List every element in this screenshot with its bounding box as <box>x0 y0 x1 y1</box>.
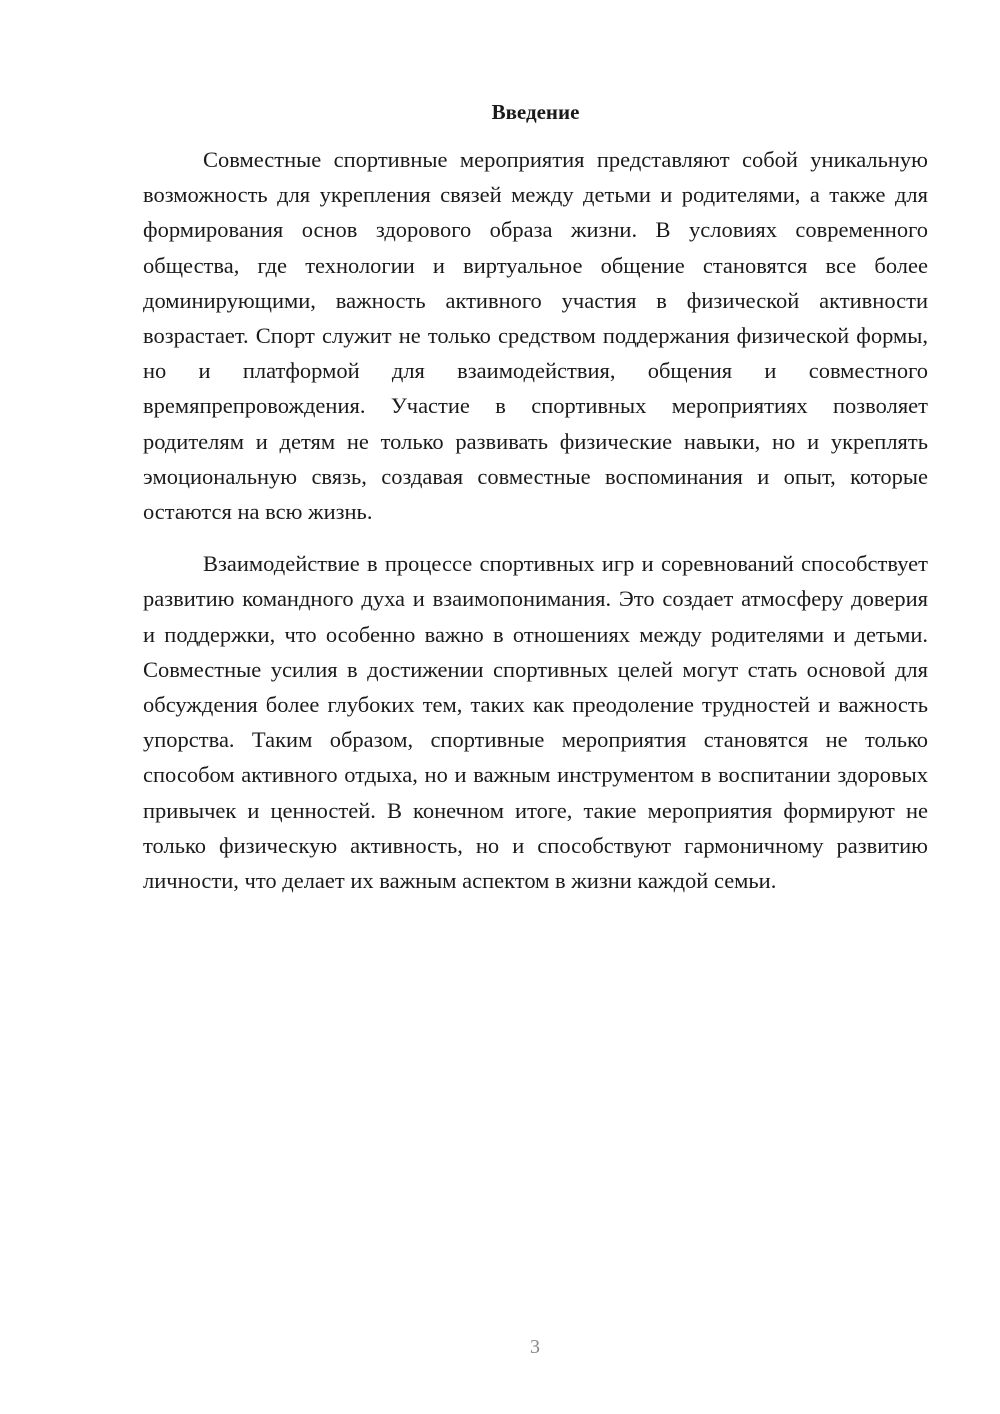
body-text <box>143 142 928 898</box>
paragraph-2: Взаимодействие в процессе спортивных игр и соревнований способствует развитию командного духа и взаимопонимания. Это создает атмосферу доверия и поддержки, что особенно важно в отношениях между родителями и детьми. Совместные усилия в достижении спортивных целей могут стать основой для обсуждения более глубоких тем, таких как преодоление трудностей и важность упорства. Таким образом, спортивные мероприятия становятся не только способом активного отдыха, но и важным инструментом в воспитании здоровых привычек и ценностей. В конечном итоге, такие мероприятия формируют не только физическую активность, но и способствуют гармоничному развитию личности, что делает их важным аспектом в жизни каждой семьи. <box>143 551 928 894</box>
page-number: 3 <box>530 1336 540 1358</box>
paragraph-1: Совместные спортивные мероприятия представляют собой уникальную возможность для укрепления связей между детьми и родителями, а также для формирования основ здорового образа жизни. В условиях современного общества, где технологии и виртуальное общение становятся все более доминирующими, важность активного участия в физической активности возрастает. Спорт служит не только средством поддержания физической формы, но и платформой для взаимодействия, общения и совместного времяпрепровождения. Участие в спортивных мероприятиях позволяет родителям и детям не только развивать физические навыки, но и укреплять эмоциональную связь, создавая совместные воспоминания и опыт, которые остаются на всю жизнь. <box>143 147 928 525</box>
section-heading: Введение <box>491 100 580 124</box>
